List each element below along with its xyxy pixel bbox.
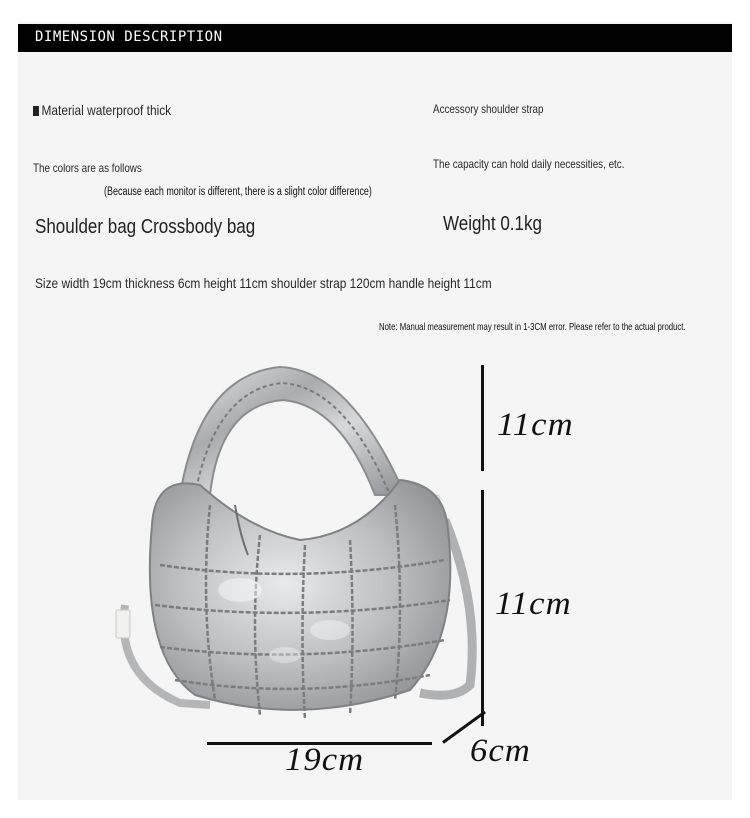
measurement-note: Note: Manual measurement may result in 1-3CM error. Please refer to the actual product. [379, 321, 686, 333]
bag-illustration [100, 355, 500, 725]
color-disclaimer: (Because each monitor is different, there is a slight color difference) [104, 186, 372, 198]
width-label: 19cm [285, 742, 365, 778]
spec-style: Shoulder bag Crossbody bag [35, 216, 256, 238]
header-title: DIMENSION DESCRIPTION [35, 29, 223, 45]
spec-size: Size width 19cm thickness 6cm height 11cm shoulder strap 120cm handle height 11cm [35, 275, 492, 291]
body-height-line [481, 490, 484, 726]
handle-height-label: 11cm [497, 407, 574, 443]
thickness-label: 6cm [470, 733, 531, 769]
product-image [100, 355, 500, 725]
spec-weight: Weight 0.1kg [443, 213, 542, 235]
spec-material-text: Material waterproof thick [41, 102, 172, 118]
spec-material [33, 102, 171, 118]
handle-height-line [481, 365, 484, 471]
missing-glyph-icon [33, 106, 39, 116]
body-height-label: 11cm [495, 586, 572, 622]
spec-accessory: Accessory shoulder strap [433, 102, 544, 116]
spec-colors: The colors are as follows [33, 161, 142, 175]
spec-capacity: The capacity can hold daily necessities, etc. [433, 157, 625, 171]
header-bar [18, 24, 732, 52]
